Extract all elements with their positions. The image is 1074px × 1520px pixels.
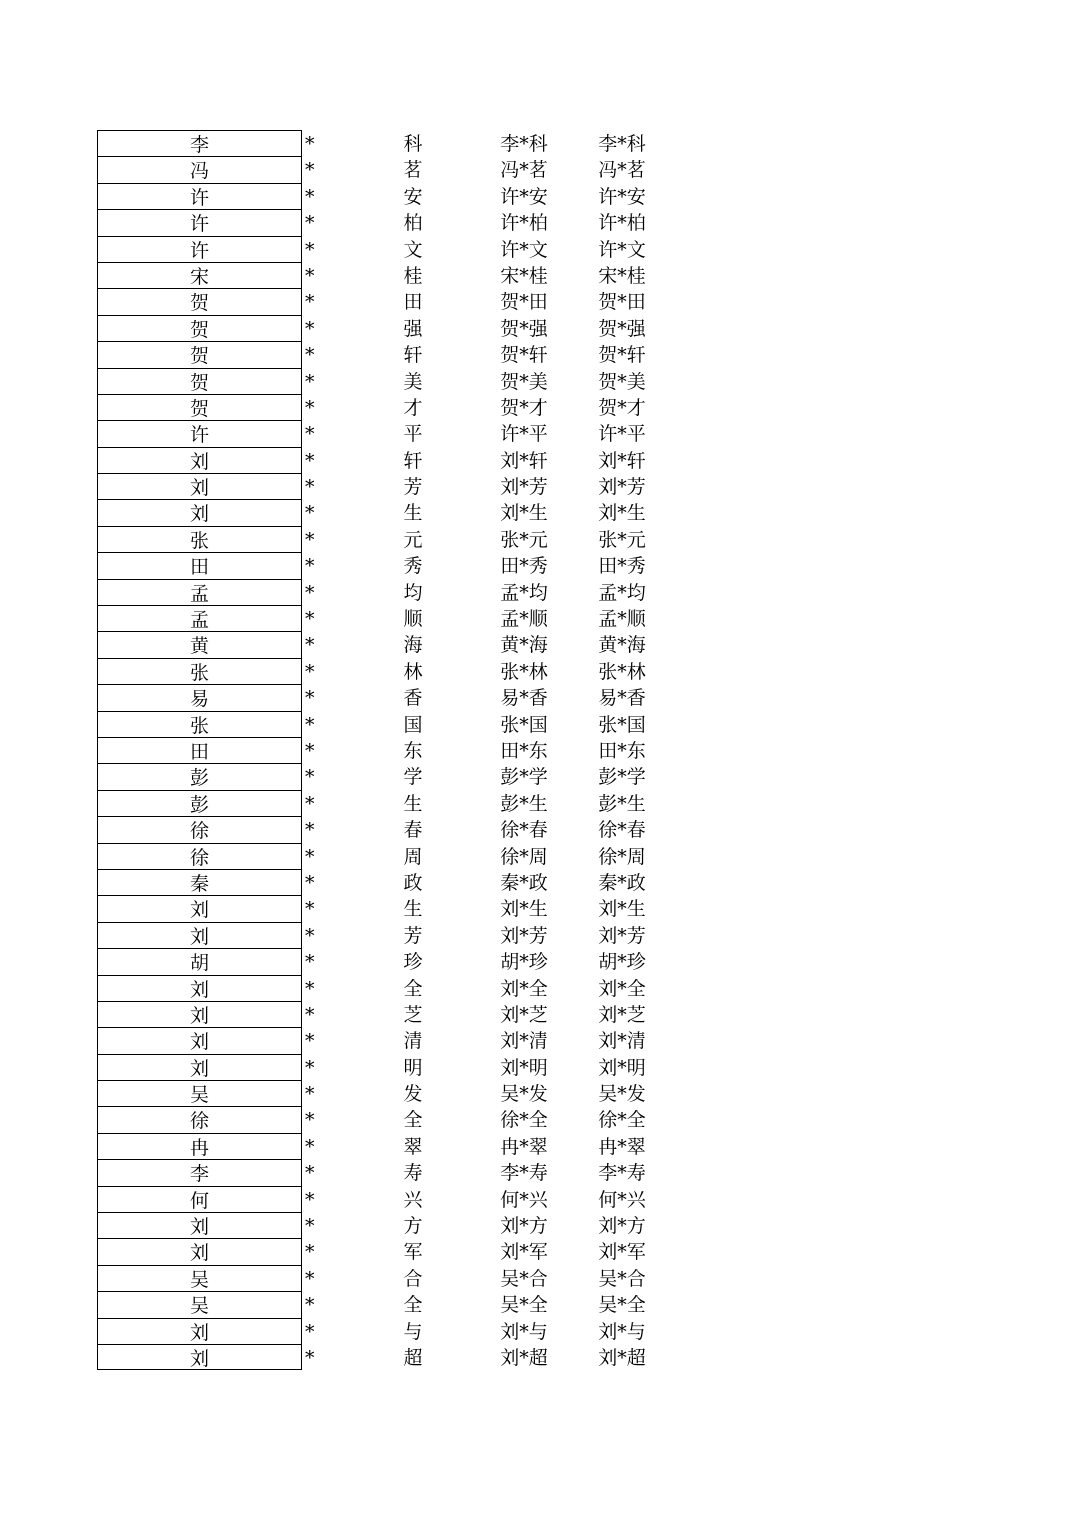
given-name-cell[interactable]: 科 [403, 133, 423, 155]
table-row [97, 1265, 697, 1291]
masked-name-copy-cell[interactable]: 刘*芝 [598, 1003, 646, 1026]
given-name-cell[interactable]: 才 [403, 396, 423, 419]
masked-name-copy-cell[interactable]: 孟*均 [598, 581, 646, 604]
masked-name-cell[interactable]: 张*元 [500, 528, 548, 551]
masked-name-cell[interactable]: 刘*超 [500, 1346, 548, 1369]
masked-name-copy-cell[interactable]: 彭*学 [598, 766, 646, 789]
table-row [97, 341, 697, 367]
surname-cell[interactable]: 易 [97, 684, 302, 710]
mask-cell[interactable]: * [305, 502, 315, 525]
given-name-cell[interactable]: 均 [403, 581, 423, 604]
masked-name-cell[interactable]: 何*兴 [500, 1188, 548, 1211]
masked-name-copy-cell[interactable]: 刘*全 [598, 977, 646, 1000]
table-row [97, 552, 697, 578]
mask-cell[interactable]: * [305, 1346, 315, 1369]
surname-cell[interactable]: 徐 [97, 843, 302, 869]
given-name-cell[interactable]: 翠 [403, 1135, 423, 1158]
masked-name-cell[interactable]: 贺*轩 [500, 344, 548, 367]
given-name-cell[interactable]: 学 [403, 766, 423, 789]
table-row [97, 156, 697, 182]
given-name-cell[interactable]: 桂 [403, 264, 423, 287]
given-name-cell[interactable]: 芳 [403, 924, 423, 947]
mask-cell[interactable]: * [305, 212, 315, 235]
masked-name-cell[interactable]: 易*香 [500, 687, 548, 710]
surname-cell[interactable]: 徐 [97, 1106, 302, 1132]
masked-name-copy-cell[interactable]: 刘*方 [598, 1215, 646, 1238]
table-row [97, 1291, 697, 1317]
masked-name-cell[interactable]: 刘*军 [500, 1241, 548, 1264]
mask-cell[interactable]: * [305, 634, 315, 657]
surname-cell[interactable]: 彭 [97, 790, 302, 816]
table-row [97, 288, 697, 314]
masked-name-cell[interactable]: 李*科 [500, 133, 548, 155]
mask-cell[interactable]: * [305, 1030, 315, 1053]
masked-name-cell[interactable]: 刘*生 [500, 502, 548, 525]
surname-cell[interactable]: 田 [97, 552, 302, 578]
given-name-cell[interactable]: 全 [403, 1294, 423, 1317]
surname-cell[interactable]: 刘 [97, 473, 302, 499]
mask-cell[interactable]: * [305, 1188, 315, 1211]
masked-name-cell[interactable]: 贺*美 [500, 370, 548, 393]
table-row [97, 975, 697, 1001]
given-name-cell[interactable]: 芝 [403, 1003, 423, 1026]
table-row [97, 183, 697, 209]
table-row [97, 262, 697, 288]
table-row [97, 658, 697, 684]
given-name-cell[interactable]: 政 [403, 871, 423, 894]
masked-name-copy-cell[interactable]: 吴*发 [598, 1083, 646, 1106]
surname-cell[interactable]: 刘 [97, 1027, 302, 1053]
table-row [97, 1212, 697, 1238]
given-name-cell[interactable]: 秀 [403, 555, 423, 578]
surname-cell[interactable]: 刘 [97, 1212, 302, 1238]
masked-name-copy-cell[interactable]: 张*国 [598, 713, 646, 736]
given-name-cell[interactable]: 轩 [403, 344, 423, 367]
mask-cell[interactable]: * [305, 185, 315, 208]
table-row [97, 790, 697, 816]
masked-name-copy-cell[interactable]: 秦*政 [598, 871, 646, 894]
surname-cell[interactable]: 刘 [97, 1344, 302, 1370]
given-name-cell[interactable]: 发 [403, 1083, 423, 1106]
mask-cell[interactable]: * [305, 1003, 315, 1026]
masked-name-copy-cell[interactable]: 徐*全 [598, 1109, 646, 1132]
given-name-cell[interactable]: 安 [403, 185, 423, 208]
masked-name-copy-cell[interactable]: 刘*清 [598, 1030, 646, 1053]
table-row [97, 843, 697, 869]
masked-name-copy-cell[interactable]: 吴*合 [598, 1267, 646, 1290]
masked-name-cell[interactable]: 黄*海 [500, 634, 548, 657]
masked-name-cell[interactable]: 贺*强 [500, 317, 548, 340]
masked-name-copy-cell[interactable]: 田*秀 [598, 555, 646, 578]
mask-cell[interactable]: * [305, 476, 315, 499]
mask-cell[interactable]: * [305, 528, 315, 551]
mask-cell[interactable]: * [305, 423, 315, 446]
mask-cell[interactable]: * [305, 133, 315, 155]
given-name-cell[interactable]: 顺 [403, 608, 423, 631]
masked-name-cell[interactable]: 刘*芝 [500, 1003, 548, 1026]
mask-cell[interactable]: * [305, 581, 315, 604]
table-row [97, 1106, 697, 1132]
surname-cell[interactable]: 彭 [97, 763, 302, 789]
given-name-cell[interactable]: 生 [403, 792, 423, 815]
table-row [97, 816, 697, 842]
given-name-cell[interactable]: 元 [403, 528, 423, 551]
masked-name-cell[interactable]: 张*国 [500, 713, 548, 736]
given-name-cell[interactable]: 香 [403, 687, 423, 710]
mask-cell[interactable]: * [305, 871, 315, 894]
masked-name-copy-cell[interactable]: 李*寿 [598, 1162, 646, 1185]
masked-name-copy-cell[interactable]: 田*东 [598, 739, 646, 762]
table-row [97, 420, 697, 446]
masked-name-cell[interactable]: 彭*生 [500, 792, 548, 815]
surname-cell[interactable]: 孟 [97, 605, 302, 631]
masked-name-copy-cell[interactable]: 徐*春 [598, 819, 646, 842]
given-name-cell[interactable]: 周 [403, 845, 423, 868]
mask-cell[interactable]: * [305, 739, 315, 762]
table-row [97, 394, 697, 420]
mask-cell[interactable]: * [305, 1109, 315, 1132]
masked-name-copy-cell[interactable]: 许*文 [598, 238, 646, 261]
surname-cell[interactable]: 刘 [97, 1001, 302, 1027]
table-row [97, 605, 697, 631]
surname-cell[interactable]: 李 [97, 1159, 302, 1185]
surname-cell[interactable]: 刘 [97, 1238, 302, 1264]
table-row [97, 1133, 697, 1159]
masked-name-copy-cell[interactable]: 刘*与 [598, 1320, 646, 1343]
surname-cell[interactable]: 吴 [97, 1265, 302, 1291]
masked-name-cell[interactable]: 徐*周 [500, 845, 548, 868]
masked-name-cell[interactable]: 徐*春 [500, 819, 548, 842]
mask-cell[interactable]: * [305, 555, 315, 578]
masked-name-copy-cell[interactable]: 宋*桂 [598, 264, 646, 287]
mask-cell[interactable]: * [305, 1320, 315, 1343]
surname-cell[interactable]: 贺 [97, 394, 302, 420]
masked-name-cell[interactable]: 刘*清 [500, 1030, 548, 1053]
given-name-cell[interactable]: 春 [403, 819, 423, 842]
masked-name-cell[interactable]: 刘*芳 [500, 476, 548, 499]
table-row [97, 1344, 697, 1370]
surname-cell[interactable]: 张 [97, 711, 302, 737]
surname-cell[interactable]: 许 [97, 236, 302, 262]
masked-name-copy-cell[interactable]: 彭*生 [598, 792, 646, 815]
mask-cell[interactable]: * [305, 1294, 315, 1317]
table-row [97, 315, 697, 341]
mask-cell[interactable]: * [305, 449, 315, 472]
masked-name-copy-cell[interactable]: 张*林 [598, 660, 646, 683]
masked-name-cell[interactable]: 许*安 [500, 185, 548, 208]
masked-name-copy-cell[interactable]: 贺*美 [598, 370, 646, 393]
surname-cell[interactable]: 秦 [97, 869, 302, 895]
surname-cell[interactable]: 李 [97, 130, 302, 156]
given-name-cell[interactable]: 东 [403, 739, 423, 762]
masked-name-cell[interactable]: 刘*轩 [500, 449, 548, 472]
name-table [97, 130, 697, 1370]
masked-name-copy-cell[interactable]: 刘*轩 [598, 449, 646, 472]
table-row [97, 948, 697, 974]
masked-name-copy-cell[interactable]: 刘*生 [598, 898, 646, 921]
masked-name-copy-cell[interactable]: 张*元 [598, 528, 646, 551]
surname-cell[interactable]: 许 [97, 183, 302, 209]
table-row [97, 579, 697, 605]
surname-cell[interactable]: 张 [97, 526, 302, 552]
surname-cell[interactable]: 宋 [97, 262, 302, 288]
mask-cell[interactable]: * [305, 924, 315, 947]
masked-name-cell[interactable]: 许*文 [500, 238, 548, 261]
table-row [97, 895, 697, 921]
table-row [97, 711, 697, 737]
given-name-cell[interactable]: 林 [403, 660, 423, 683]
mask-cell[interactable]: * [305, 317, 315, 340]
masked-name-copy-cell[interactable]: 许*平 [598, 423, 646, 446]
surname-cell[interactable]: 冯 [97, 156, 302, 182]
mask-cell[interactable]: * [305, 396, 315, 419]
table-row [97, 1027, 697, 1053]
surname-cell[interactable]: 刘 [97, 1054, 302, 1080]
surname-cell[interactable]: 许 [97, 420, 302, 446]
given-name-cell[interactable]: 兴 [403, 1188, 423, 1211]
mask-cell[interactable]: * [305, 819, 315, 842]
surname-cell[interactable]: 贺 [97, 341, 302, 367]
surname-cell[interactable]: 黄 [97, 631, 302, 657]
given-name-cell[interactable]: 寿 [403, 1162, 423, 1185]
mask-cell[interactable]: * [305, 766, 315, 789]
table-row [97, 526, 697, 552]
table-row [97, 209, 697, 235]
surname-cell[interactable]: 刘 [97, 922, 302, 948]
surname-cell[interactable]: 冉 [97, 1133, 302, 1159]
masked-name-cell[interactable]: 孟*顺 [500, 608, 548, 631]
mask-cell[interactable]: * [305, 159, 315, 182]
surname-cell[interactable]: 孟 [97, 579, 302, 605]
masked-name-cell[interactable]: 吴*合 [500, 1267, 548, 1290]
masked-name-cell[interactable]: 田*东 [500, 739, 548, 762]
surname-cell[interactable]: 贺 [97, 315, 302, 341]
masked-name-cell[interactable]: 吴*发 [500, 1083, 548, 1106]
surname-cell[interactable]: 许 [97, 209, 302, 235]
surname-cell[interactable]: 刘 [97, 1318, 302, 1344]
mask-cell[interactable]: * [305, 792, 315, 815]
table-row [97, 1159, 697, 1185]
masked-name-copy-cell[interactable]: 刘*生 [598, 502, 646, 525]
given-name-cell[interactable]: 生 [403, 898, 423, 921]
table-row [97, 763, 697, 789]
mask-cell[interactable]: * [305, 1083, 315, 1106]
masked-name-copy-cell[interactable]: 吴*全 [598, 1294, 646, 1317]
surname-cell[interactable]: 胡 [97, 948, 302, 974]
masked-name-copy-cell[interactable]: 孟*顺 [598, 608, 646, 631]
masked-name-cell[interactable]: 刘*与 [500, 1320, 548, 1343]
masked-name-cell[interactable]: 许*平 [500, 423, 548, 446]
table-row [97, 130, 697, 156]
mask-cell[interactable]: * [305, 1162, 315, 1185]
given-name-cell[interactable]: 与 [403, 1320, 423, 1343]
surname-cell[interactable]: 贺 [97, 288, 302, 314]
mask-cell[interactable]: * [305, 238, 315, 261]
given-name-cell[interactable]: 平 [403, 423, 423, 446]
masked-name-copy-cell[interactable]: 易*香 [598, 687, 646, 710]
given-name-cell[interactable]: 茗 [403, 159, 423, 182]
given-name-cell[interactable]: 柏 [403, 212, 423, 235]
given-name-cell[interactable]: 全 [403, 1109, 423, 1132]
surname-cell[interactable]: 贺 [97, 368, 302, 394]
masked-name-cell[interactable]: 冉*翠 [500, 1135, 548, 1158]
masked-name-copy-cell[interactable]: 徐*周 [598, 845, 646, 868]
masked-name-cell[interactable]: 刘*生 [500, 898, 548, 921]
surname-cell[interactable]: 何 [97, 1186, 302, 1212]
masked-name-cell[interactable]: 冯*茗 [500, 159, 548, 182]
mask-cell[interactable]: * [305, 264, 315, 287]
table-row [97, 631, 697, 657]
masked-name-copy-cell[interactable]: 李*科 [598, 133, 646, 155]
table-row [97, 1186, 697, 1212]
masked-name-cell[interactable]: 彭*学 [500, 766, 548, 789]
table-row [97, 684, 697, 710]
masked-name-cell[interactable]: 刘*全 [500, 977, 548, 1000]
given-name-cell[interactable]: 文 [403, 238, 423, 261]
masked-name-copy-cell[interactable]: 贺*强 [598, 317, 646, 340]
masked-name-copy-cell[interactable]: 胡*珍 [598, 951, 646, 974]
masked-name-cell[interactable]: 徐*全 [500, 1109, 548, 1132]
given-name-cell[interactable]: 芳 [403, 476, 423, 499]
mask-cell[interactable]: * [305, 845, 315, 868]
mask-cell[interactable]: * [305, 1241, 315, 1264]
mask-cell[interactable]: * [305, 898, 315, 921]
mask-cell[interactable]: * [305, 1056, 315, 1079]
surname-cell[interactable]: 刘 [97, 975, 302, 1001]
masked-name-cell[interactable]: 田*秀 [500, 555, 548, 578]
mask-cell[interactable]: * [305, 1135, 315, 1158]
mask-cell[interactable]: * [305, 687, 315, 710]
table-row [97, 368, 697, 394]
masked-name-copy-cell[interactable]: 何*兴 [598, 1188, 646, 1211]
surname-cell[interactable]: 张 [97, 658, 302, 684]
given-name-cell[interactable]: 轩 [403, 449, 423, 472]
table-row [97, 1238, 697, 1264]
masked-name-copy-cell[interactable]: 刘*超 [598, 1346, 646, 1369]
masked-name-copy-cell[interactable]: 冯*茗 [598, 159, 646, 182]
masked-name-cell[interactable]: 胡*珍 [500, 951, 548, 974]
masked-name-cell[interactable]: 宋*桂 [500, 264, 548, 287]
given-name-cell[interactable]: 田 [403, 291, 423, 314]
masked-name-copy-cell[interactable]: 刘*军 [598, 1241, 646, 1264]
masked-name-copy-cell[interactable]: 冉*翠 [598, 1135, 646, 1158]
given-name-cell[interactable]: 生 [403, 502, 423, 525]
table-row [97, 447, 697, 473]
mask-cell[interactable]: * [305, 608, 315, 631]
masked-name-copy-cell[interactable]: 刘*芳 [598, 924, 646, 947]
table-row [97, 922, 697, 948]
mask-cell[interactable]: * [305, 291, 315, 314]
surname-cell[interactable]: 吴 [97, 1291, 302, 1317]
given-name-cell[interactable]: 全 [403, 977, 423, 1000]
masked-name-cell[interactable]: 许*柏 [500, 212, 548, 235]
mask-cell[interactable]: * [305, 660, 315, 683]
masked-name-cell[interactable]: 贺*田 [500, 291, 548, 314]
given-name-cell[interactable]: 清 [403, 1030, 423, 1053]
masked-name-copy-cell[interactable]: 刘*芳 [598, 476, 646, 499]
masked-name-copy-cell[interactable]: 贺*才 [598, 396, 646, 419]
masked-name-cell[interactable]: 孟*均 [500, 581, 548, 604]
masked-name-cell[interactable]: 吴*全 [500, 1294, 548, 1317]
mask-cell[interactable]: * [305, 370, 315, 393]
masked-name-copy-cell[interactable]: 刘*明 [598, 1056, 646, 1079]
surname-cell[interactable]: 徐 [97, 816, 302, 842]
masked-name-cell[interactable]: 张*林 [500, 660, 548, 683]
table-row [97, 1080, 697, 1106]
surname-cell[interactable]: 刘 [97, 499, 302, 525]
mask-cell[interactable]: * [305, 951, 315, 974]
masked-name-copy-cell[interactable]: 黄*海 [598, 634, 646, 657]
masked-name-cell[interactable]: 刘*明 [500, 1056, 548, 1079]
masked-name-cell[interactable]: 刘*方 [500, 1215, 548, 1238]
given-name-cell[interactable]: 强 [403, 317, 423, 340]
given-name-cell[interactable]: 国 [403, 713, 423, 736]
masked-name-copy-cell[interactable]: 贺*轩 [598, 344, 646, 367]
given-name-cell[interactable]: 海 [403, 634, 423, 657]
surname-cell[interactable]: 吴 [97, 1080, 302, 1106]
table-row [97, 869, 697, 895]
table-row [97, 1001, 697, 1027]
table-row [97, 1054, 697, 1080]
masked-name-copy-cell[interactable]: 许*安 [598, 185, 646, 208]
masked-name-cell[interactable]: 刘*芳 [500, 924, 548, 947]
surname-cell[interactable]: 刘 [97, 447, 302, 473]
surname-cell[interactable]: 田 [97, 737, 302, 763]
given-name-cell[interactable]: 美 [403, 370, 423, 393]
table-row [97, 473, 697, 499]
table-row [97, 1318, 697, 1344]
mask-cell[interactable]: * [305, 713, 315, 736]
surname-cell[interactable]: 刘 [97, 895, 302, 921]
given-name-cell[interactable]: 方 [403, 1215, 423, 1238]
table-row [97, 236, 697, 262]
mask-cell[interactable]: * [305, 1267, 315, 1290]
mask-cell[interactable]: * [305, 977, 315, 1000]
table-row [97, 499, 697, 525]
table-row [97, 737, 697, 763]
given-name-cell[interactable]: 珍 [403, 951, 423, 974]
given-name-cell[interactable]: 明 [403, 1056, 423, 1079]
mask-cell[interactable]: * [305, 344, 315, 367]
masked-name-cell[interactable]: 秦*政 [500, 871, 548, 894]
given-name-cell[interactable]: 军 [403, 1241, 423, 1264]
given-name-cell[interactable]: 超 [403, 1346, 423, 1369]
mask-cell[interactable]: * [305, 1215, 315, 1238]
masked-name-copy-cell[interactable]: 贺*田 [598, 291, 646, 314]
masked-name-cell[interactable]: 贺*才 [500, 396, 548, 419]
given-name-cell[interactable]: 合 [403, 1267, 423, 1290]
masked-name-cell[interactable]: 李*寿 [500, 1162, 548, 1185]
masked-name-copy-cell[interactable]: 许*柏 [598, 212, 646, 235]
